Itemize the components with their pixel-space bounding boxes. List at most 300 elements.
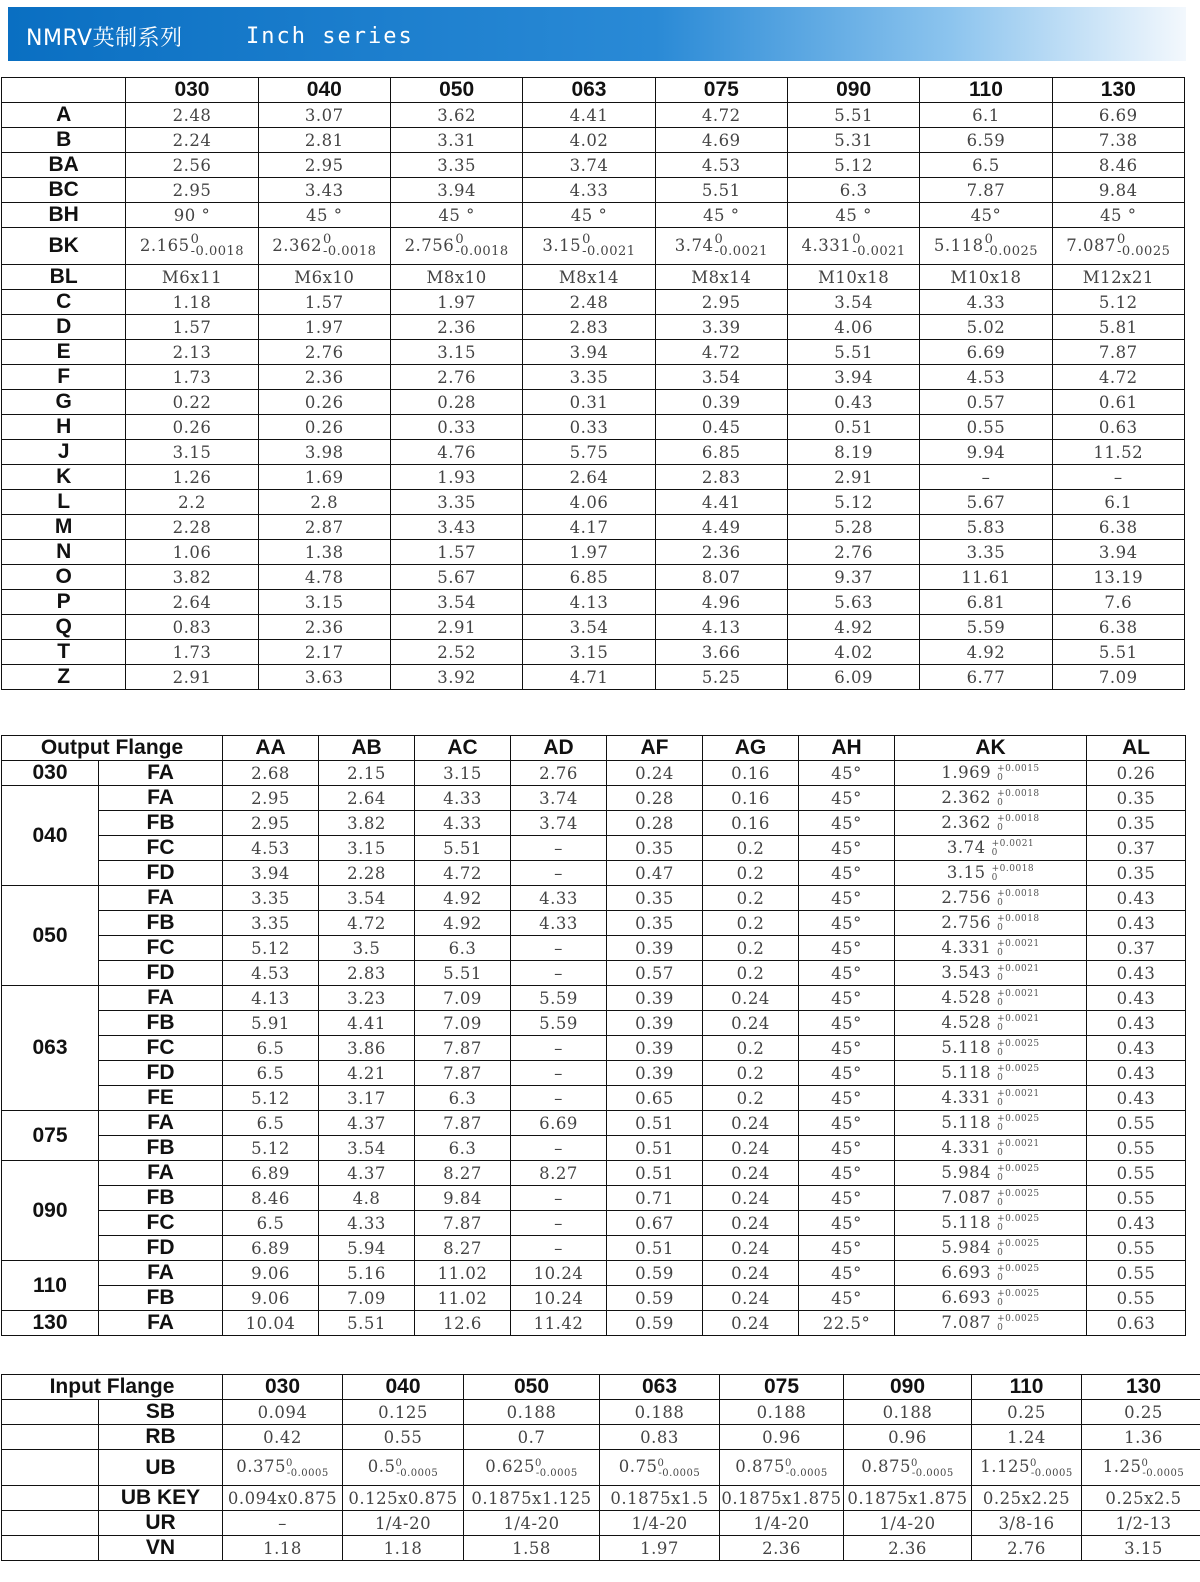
tol-lower: 0 <box>997 822 1004 833</box>
cell: 2.36 <box>844 1536 972 1561</box>
column-header: AD <box>511 736 607 761</box>
cell: 0.24 <box>703 1111 799 1136</box>
row-label: M <box>2 515 126 540</box>
cell: 4.13 <box>523 590 655 615</box>
cell: 5.59 <box>920 615 1052 640</box>
cell: 2.64 <box>126 590 258 615</box>
cell: 5.25 <box>655 665 787 690</box>
flange-type: FB <box>99 911 223 936</box>
cell: 2.91 <box>126 665 258 690</box>
cell <box>895 1086 1087 1111</box>
size-header: 063 <box>523 78 655 103</box>
cell: 0.16 <box>703 786 799 811</box>
tol-upper: +0.0018 <box>997 888 1040 899</box>
cell: 2.87 <box>258 515 390 540</box>
cell: 0.125 <box>343 1400 464 1425</box>
table-row <box>2 1036 1186 1061</box>
cell: 1.06 <box>126 540 258 565</box>
cell: 0.45 <box>655 415 787 440</box>
cell: 6.3 <box>415 936 511 961</box>
cell: 0.43 <box>1087 911 1186 936</box>
cell: 5.16 <box>319 1261 415 1286</box>
cell <box>523 228 655 265</box>
cell: 0.2 <box>703 886 799 911</box>
cell: 3.54 <box>787 290 919 315</box>
cell-value: 4.528 <box>941 1013 992 1033</box>
table-row <box>2 1236 1186 1261</box>
tol-upper: 0 <box>535 1457 542 1469</box>
tol-upper: 0 <box>785 1457 792 1469</box>
tol-upper: +0.0025 <box>997 1113 1040 1124</box>
cell: 0.83 <box>600 1425 720 1450</box>
table-row <box>2 1486 1200 1511</box>
table-row <box>2 761 1186 786</box>
cell: 3/8-16 <box>972 1511 1082 1536</box>
cell: 4.33 <box>920 290 1052 315</box>
cell: 45° <box>920 203 1052 228</box>
tol-upper: +0.0021 <box>997 938 1040 949</box>
tol-upper: +0.0021 <box>997 1013 1040 1024</box>
cell: 0.25 <box>972 1400 1082 1425</box>
flange-type: FB <box>99 811 223 836</box>
cell: 0.61 <box>1052 390 1184 415</box>
table-row <box>2 1211 1186 1236</box>
tol-lower: -0.0021 <box>582 244 636 259</box>
cell: 0.28 <box>607 811 703 836</box>
cell: 1.24 <box>972 1425 1082 1450</box>
row-label: BA <box>2 153 126 178</box>
cell: 6.89 <box>223 1161 319 1186</box>
cell: 0.51 <box>787 415 919 440</box>
cell-value: 5.118 <box>941 1038 992 1058</box>
cell: 2.52 <box>390 640 522 665</box>
table-row <box>2 1425 1200 1450</box>
cell: 0.55 <box>343 1425 464 1450</box>
cell: 4.33 <box>415 811 511 836</box>
cell-value: 2.165 <box>139 235 190 255</box>
cell: 5.83 <box>920 515 1052 540</box>
cell: 4.49 <box>655 515 787 540</box>
tol-upper: 0 <box>984 231 994 247</box>
cell: – <box>511 1086 607 1111</box>
table-row <box>2 1261 1186 1286</box>
cell: 4.33 <box>511 886 607 911</box>
cell: 9.06 <box>223 1261 319 1286</box>
column-header: AC <box>415 736 511 761</box>
cell-value: 7.087 <box>941 1313 992 1333</box>
cell: 45° <box>799 936 895 961</box>
cell: 45° <box>799 1286 895 1311</box>
cell: 2.36 <box>390 315 522 340</box>
row-label: BL <box>2 265 126 290</box>
tolerance <box>997 1190 1040 1208</box>
cell: 4.92 <box>415 886 511 911</box>
cell: 5.67 <box>390 565 522 590</box>
size-label: 090 <box>2 1161 99 1261</box>
table-row <box>2 1311 1186 1336</box>
cell: 0.24 <box>703 1136 799 1161</box>
cell: 10.04 <box>223 1311 319 1336</box>
input-flange-table <box>1 1374 1200 1561</box>
cell: – <box>511 861 607 886</box>
cell: 0.71 <box>607 1186 703 1211</box>
cell: 0.24 <box>703 1011 799 1036</box>
cell: 2.48 <box>126 103 258 128</box>
cell: – <box>511 1061 607 1086</box>
tol-lower: -0.0005 <box>785 1467 828 1479</box>
tolerance <box>997 1265 1040 1283</box>
cell: 0.51 <box>607 1236 703 1261</box>
size-label: 040 <box>2 786 99 886</box>
cell <box>844 1450 972 1486</box>
cell: 0.2 <box>703 861 799 886</box>
cell-value: 5.118 <box>933 235 984 255</box>
cell: 2.76 <box>258 340 390 365</box>
cell <box>464 1450 600 1486</box>
tol-upper: +0.0018 <box>997 813 1040 824</box>
tol-upper: 0 <box>455 231 465 247</box>
cell-value: 0.625 <box>485 1456 536 1476</box>
cell: 45° <box>799 1236 895 1261</box>
cell: 1.97 <box>258 315 390 340</box>
cell: 45° <box>799 761 895 786</box>
cell: 2.76 <box>511 761 607 786</box>
cell <box>390 228 522 265</box>
row-label: RB <box>99 1425 223 1450</box>
size-label: 050 <box>2 886 99 986</box>
cell: 1.18 <box>126 290 258 315</box>
tolerance <box>997 1065 1040 1083</box>
flange-type: FB <box>99 1011 223 1036</box>
cell: 0.35 <box>607 836 703 861</box>
tol-lower: 0 <box>997 997 1004 1008</box>
cell <box>895 786 1087 811</box>
tolerance <box>997 1240 1040 1258</box>
size-header: 050 <box>464 1375 600 1400</box>
cell <box>1082 1450 1200 1486</box>
column-header: AK <box>895 736 1087 761</box>
cell: 2.91 <box>390 615 522 640</box>
corner-cell <box>2 78 126 103</box>
header-row <box>2 1375 1200 1400</box>
header-row <box>2 736 1186 761</box>
table-row <box>2 1511 1200 1536</box>
cell: 0.83 <box>126 615 258 640</box>
row-label: BK <box>2 228 126 265</box>
cell-value: 6.693 <box>941 1263 992 1283</box>
cell: 9.84 <box>1052 178 1184 203</box>
cell: 90 ° <box>126 203 258 228</box>
cell: 2.83 <box>319 961 415 986</box>
table-row <box>2 836 1186 861</box>
cell-value: 3.74 <box>946 838 986 858</box>
cell-value: 7.087 <box>941 1188 992 1208</box>
cell: 2.76 <box>972 1536 1082 1561</box>
row-blank <box>2 1486 99 1511</box>
tol-lower: 0 <box>997 1297 1004 1308</box>
cell: 0.24 <box>703 1286 799 1311</box>
tol-lower: -0.0005 <box>286 1467 329 1479</box>
cell: 0.37 <box>1087 936 1186 961</box>
cell: 5.28 <box>787 515 919 540</box>
cell: 11.02 <box>415 1261 511 1286</box>
cell: 22.5° <box>799 1311 895 1336</box>
row-label: O <box>2 565 126 590</box>
cell: 9.37 <box>787 565 919 590</box>
table-row <box>2 265 1185 290</box>
row-label: A <box>2 103 126 128</box>
table-row <box>2 1136 1186 1161</box>
cell: 4.33 <box>319 1211 415 1236</box>
cell: 3.94 <box>390 178 522 203</box>
cell-value: 0.75 <box>618 1456 658 1476</box>
cell: 1.36 <box>1082 1425 1200 1450</box>
column-header: AF <box>607 736 703 761</box>
cell: 0.43 <box>1087 1011 1186 1036</box>
flange-type: FD <box>99 961 223 986</box>
cell: 2.28 <box>319 861 415 886</box>
cell: 1.97 <box>523 540 655 565</box>
cell: 6.5 <box>223 1036 319 1061</box>
cell: 3.07 <box>258 103 390 128</box>
cell: 6.3 <box>787 178 919 203</box>
cell: – <box>1052 465 1184 490</box>
cell: 9.84 <box>415 1186 511 1211</box>
flange-type: FA <box>99 1161 223 1186</box>
tol-lower: -0.0025 <box>1116 244 1171 259</box>
cell: 5.12 <box>223 1136 319 1161</box>
cell: 0.96 <box>844 1425 972 1450</box>
cell: 10.24 <box>511 1286 607 1311</box>
cell: 0.39 <box>655 390 787 415</box>
tol-upper: +0.0021 <box>997 988 1040 999</box>
cell: 0.57 <box>607 961 703 986</box>
cell: 2.15 <box>319 761 415 786</box>
row-label: K <box>2 465 126 490</box>
cell: 45° <box>799 1261 895 1286</box>
table-row <box>2 1186 1186 1211</box>
table-row <box>2 365 1185 390</box>
flange-type: FD <box>99 1236 223 1261</box>
cell: 0.125x0.875 <box>343 1486 464 1511</box>
table-row <box>2 465 1185 490</box>
cell: 0.39 <box>607 936 703 961</box>
table-row <box>2 515 1185 540</box>
cell <box>720 1450 844 1486</box>
row-label: UB KEY <box>99 1486 223 1511</box>
cell: 6.89 <box>223 1236 319 1261</box>
column-header: AH <box>799 736 895 761</box>
cell: 2.95 <box>126 178 258 203</box>
cell: 0.55 <box>1087 1136 1186 1161</box>
cell: 3.31 <box>390 128 522 153</box>
cell: 7.87 <box>1052 340 1184 365</box>
cell: 0.24 <box>607 761 703 786</box>
cell: 8.07 <box>655 565 787 590</box>
tol-upper: +0.0021 <box>997 963 1040 974</box>
cell-value: 4.528 <box>941 988 992 1008</box>
cell-value: 2.756 <box>941 913 992 933</box>
cell: 0.51 <box>607 1161 703 1186</box>
cell: 0.43 <box>1087 1036 1186 1061</box>
size-header: 130 <box>1052 78 1184 103</box>
cell <box>895 936 1087 961</box>
tolerance <box>997 1090 1040 1108</box>
cell: 2.48 <box>523 290 655 315</box>
tolerance <box>997 765 1040 783</box>
cell: 4.92 <box>920 640 1052 665</box>
tol-upper: +0.0025 <box>997 1288 1040 1299</box>
cell-value: 5.984 <box>941 1163 992 1183</box>
tol-upper: 0 <box>1141 1457 1149 1469</box>
cell: 0.55 <box>1087 1286 1186 1311</box>
input-flange-title: Input Flange <box>2 1375 223 1400</box>
cell: 5.75 <box>523 440 655 465</box>
cell: M8x14 <box>655 265 787 290</box>
cell <box>895 761 1087 786</box>
cell: 1.73 <box>126 640 258 665</box>
cell: 45 ° <box>258 203 390 228</box>
cell: – <box>511 961 607 986</box>
cell <box>343 1450 464 1486</box>
tol-upper: +0.0025 <box>997 1213 1040 1224</box>
cell: 7.87 <box>415 1111 511 1136</box>
tol-upper: 0 <box>395 1457 403 1469</box>
cell: 0.55 <box>920 415 1052 440</box>
cell: 2.76 <box>787 540 919 565</box>
size-header: 110 <box>920 78 1052 103</box>
table-row <box>2 153 1185 178</box>
tol-upper: 0 <box>1116 231 1126 247</box>
cell: 0.28 <box>390 390 522 415</box>
tol-lower: 0 <box>997 1047 1004 1058</box>
size-label: 030 <box>2 761 99 786</box>
cell: 0.1875x1.875 <box>844 1486 972 1511</box>
cell: 0.16 <box>703 811 799 836</box>
cell: 2.36 <box>720 1536 844 1561</box>
flange-type: FB <box>99 1136 223 1161</box>
cell: 45° <box>799 1061 895 1086</box>
cell-value: 1.25 <box>1102 1456 1142 1476</box>
column-header: AA <box>223 736 319 761</box>
tol-upper: 0 <box>911 1457 918 1469</box>
cell: 1.38 <box>258 540 390 565</box>
cell: 0.37 <box>1087 836 1186 861</box>
size-header: 063 <box>600 1375 720 1400</box>
cell: 2.64 <box>523 465 655 490</box>
tol-upper: +0.0018 <box>991 863 1035 874</box>
cell: 45° <box>799 811 895 836</box>
cell <box>895 1061 1087 1086</box>
cell: 1/4-20 <box>343 1511 464 1536</box>
row-label: C <box>2 290 126 315</box>
table-row <box>2 390 1185 415</box>
cell: 45° <box>799 1136 895 1161</box>
tol-lower: 0 <box>997 1022 1004 1033</box>
flange-type: FD <box>99 861 223 886</box>
table-row <box>2 786 1186 811</box>
flange-type: FB <box>99 1286 223 1311</box>
cell: 1.73 <box>126 365 258 390</box>
tolerance <box>997 965 1040 983</box>
table-row <box>2 540 1185 565</box>
tol-upper: +0.0025 <box>997 1038 1040 1049</box>
table-row <box>2 936 1186 961</box>
cell: 45° <box>799 1036 895 1061</box>
cell <box>895 886 1087 911</box>
tol-lower: -0.0005 <box>658 1467 701 1479</box>
cell: 0.55 <box>1087 1261 1186 1286</box>
cell: 4.71 <box>523 665 655 690</box>
cell <box>1052 228 1184 265</box>
row-blank <box>2 1450 99 1486</box>
cell <box>895 1186 1087 1211</box>
cell: 0.24 <box>703 1236 799 1261</box>
tol-lower: -0.0018 <box>455 244 509 259</box>
cell: 0.25 <box>1082 1400 1200 1425</box>
cell: 45° <box>799 886 895 911</box>
page-header <box>8 7 1186 61</box>
size-label: 130 <box>2 1311 99 1336</box>
cell: M8x10 <box>390 265 522 290</box>
cell: 4.53 <box>223 961 319 986</box>
table-row <box>2 103 1185 128</box>
tolerance <box>997 1040 1040 1058</box>
table-row <box>2 1111 1186 1136</box>
cell: 0.63 <box>1087 1311 1186 1336</box>
cell: 4.69 <box>655 128 787 153</box>
cell: 6.85 <box>655 440 787 465</box>
cell: 2.83 <box>655 465 787 490</box>
cell-value: 5.118 <box>941 1063 992 1083</box>
cell: 9.94 <box>920 440 1052 465</box>
cell <box>895 961 1087 986</box>
tolerance <box>997 790 1040 808</box>
cell: 5.59 <box>511 1011 607 1036</box>
tolerance <box>997 1315 1040 1333</box>
table-row <box>2 178 1185 203</box>
cell: 5.51 <box>415 961 511 986</box>
cell: 5.63 <box>787 590 919 615</box>
cell: 6.3 <box>415 1086 511 1111</box>
cell: 3.39 <box>655 315 787 340</box>
cell: 3.63 <box>258 665 390 690</box>
cell: 45° <box>799 861 895 886</box>
cell: 45° <box>799 1161 895 1186</box>
cell-value: 2.756 <box>941 888 992 908</box>
row-label: N <box>2 540 126 565</box>
cell-value: 3.74 <box>674 235 714 255</box>
tolerance <box>984 231 1039 259</box>
cell: 0.31 <box>523 390 655 415</box>
row-blank <box>2 1511 99 1536</box>
tol-lower: -0.0018 <box>322 244 377 259</box>
size-label: 075 <box>2 1111 99 1161</box>
cell: 9.06 <box>223 1286 319 1311</box>
cell: 3.82 <box>319 811 415 836</box>
cell: 0.26 <box>258 390 390 415</box>
cell: 3.35 <box>920 540 1052 565</box>
tolerance <box>997 890 1040 908</box>
cell-value: 2.362 <box>272 235 322 255</box>
cell-value: 5.984 <box>941 1238 992 1258</box>
table-row <box>2 290 1185 315</box>
cell: 4.78 <box>258 565 390 590</box>
cell: 6.38 <box>1052 515 1184 540</box>
cell: 4.96 <box>655 590 787 615</box>
cell: 3.74 <box>511 811 607 836</box>
tol-lower: 0 <box>997 1097 1004 1108</box>
